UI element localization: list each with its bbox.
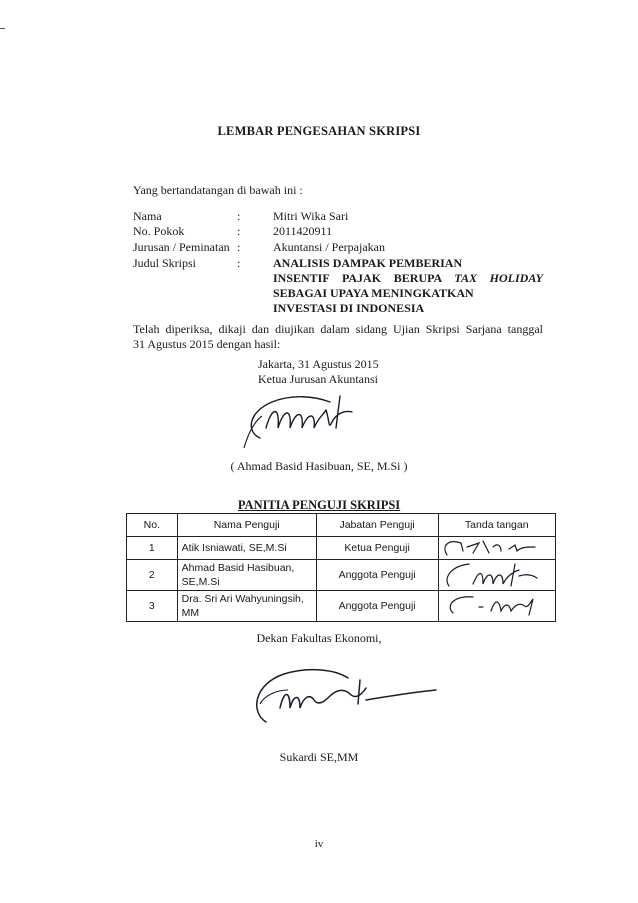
committee-table bbox=[126, 513, 556, 622]
field-label-student-number: No. Pokok bbox=[133, 224, 185, 238]
cell-no: 2 bbox=[127, 560, 178, 591]
examiner-3-signature-image bbox=[439, 591, 547, 621]
statement-line: 31 Agustus 2015 dengan hasil: bbox=[133, 337, 281, 351]
cell-role: Anggota Penguji bbox=[316, 591, 438, 622]
table-header-row bbox=[127, 514, 556, 537]
thesis-title-line: ANALISIS DAMPAK PEMBERIAN bbox=[273, 256, 463, 270]
field-label-thesis-title: Judul Skripsi bbox=[133, 256, 197, 270]
dean-signature-image bbox=[240, 660, 440, 740]
column-header-signature: Tanda tangan bbox=[438, 514, 556, 537]
statement-paragraph bbox=[133, 322, 543, 352]
cell-signature bbox=[438, 560, 556, 591]
thesis-title-text: INSENTIF PAJAK BERUPA bbox=[273, 271, 442, 285]
field-label-name: Nama bbox=[133, 209, 162, 223]
chair-name: ( Ahmad Basid Hasibuan, SE, M.Si ) bbox=[230, 459, 408, 473]
statement-line: Telah diperiksa, dikaji dan diujikan dalam sidang Ujian Skripsi Sarjana tanggal bbox=[133, 322, 543, 336]
intro-text: Yang bertandatangan di bawah ini : bbox=[133, 183, 303, 197]
field-value-major: Akuntansi / Perpajakan bbox=[273, 240, 385, 254]
dean-name: Sukardi SE,MM bbox=[279, 750, 359, 764]
cell-name bbox=[177, 560, 316, 591]
field-colon: : bbox=[237, 224, 241, 238]
page-number: iv bbox=[314, 838, 324, 850]
thesis-title-italic: TAX HOLIDAY bbox=[454, 271, 544, 285]
field-value-student-number: 2011420911 bbox=[273, 224, 333, 238]
cell-name-line: Dra. Sri Ari Wahyuningsih, bbox=[181, 593, 304, 605]
thesis-title-line: SEBAGAI UPAYA MENINGKATKAN bbox=[273, 286, 474, 300]
place-date: Jakarta, 31 Agustus 2015 bbox=[258, 357, 379, 371]
cell-name bbox=[177, 537, 316, 560]
cell-no: 3 bbox=[127, 591, 178, 622]
table-row bbox=[127, 560, 556, 591]
cell-name-line: SE,M.Si bbox=[181, 576, 220, 588]
examiner-2-signature-image bbox=[439, 560, 547, 590]
thesis-title bbox=[273, 256, 543, 316]
cell-name-line: Atik Isniawati, SE,M.Si bbox=[181, 542, 287, 554]
thesis-title-line bbox=[273, 271, 543, 286]
place-date-block bbox=[258, 357, 379, 387]
cell-signature bbox=[438, 537, 556, 560]
table-row bbox=[127, 591, 556, 622]
column-header-name: Nama Penguji bbox=[177, 514, 316, 537]
column-header-role: Jabatan Penguji bbox=[316, 514, 438, 537]
scan-edge-mark bbox=[0, 28, 5, 29]
column-header-no: No. bbox=[127, 514, 178, 537]
field-colon: : bbox=[237, 209, 241, 223]
chair-role: Ketua Jurusan Akuntansi bbox=[258, 372, 378, 386]
cell-role: Anggota Penguji bbox=[316, 560, 438, 591]
cell-role: Ketua Penguji bbox=[316, 537, 438, 560]
chair-signature-image bbox=[232, 388, 372, 458]
table-row bbox=[127, 537, 556, 560]
field-value-name: Mitri Wika Sari bbox=[273, 209, 349, 223]
field-label-major: Jurusan / Peminatan bbox=[133, 240, 230, 254]
committee-title: PANITIA PENGUJI SKRIPSI bbox=[237, 498, 401, 512]
cell-name bbox=[177, 591, 316, 622]
field-colon: : bbox=[237, 256, 241, 270]
cell-name-line: MM bbox=[181, 607, 200, 619]
dean-label: Dekan Fakultas Ekonomi, bbox=[256, 631, 382, 645]
cell-name-line: Ahmad Basid Hasibuan, bbox=[181, 562, 295, 574]
cell-no: 1 bbox=[127, 537, 178, 560]
examiner-1-signature-image bbox=[439, 537, 547, 559]
thesis-title-line: INVESTASI DI INDONESIA bbox=[273, 301, 425, 315]
field-colon: : bbox=[237, 240, 241, 254]
cell-signature bbox=[438, 591, 556, 622]
page-title: LEMBAR PENGESAHAN SKRIPSI bbox=[217, 124, 421, 138]
